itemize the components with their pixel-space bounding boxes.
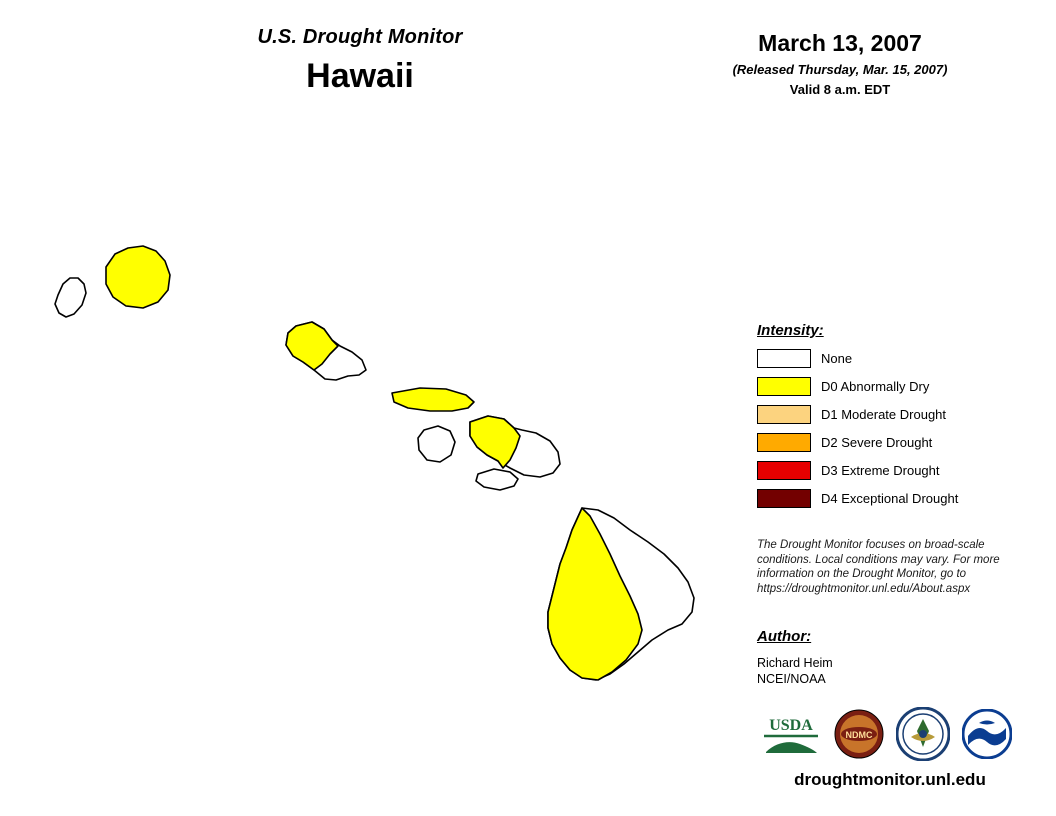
region-title: Hawaii	[306, 57, 414, 95]
legend-label-d4: D4 Exceptional Drought	[821, 490, 959, 506]
hawaii-drought-map	[0, 130, 740, 750]
footer-url[interactable]: droughtmonitor.unl.edu	[794, 770, 986, 789]
legend-label-d2: D2 Severe Drought	[821, 434, 933, 450]
legend-label-d0: D0 Abnormally Dry	[821, 378, 930, 394]
island-kauai	[106, 246, 170, 308]
legend-swatch-d3	[757, 461, 811, 480]
legend-swatch-d0	[757, 377, 811, 396]
legend-item-d2	[757, 431, 1037, 454]
legend	[757, 322, 1037, 515]
author-affiliation: NCEI/NOAA	[757, 672, 826, 686]
legend-label-d1: D1 Moderate Drought	[821, 406, 947, 422]
author-block	[757, 628, 1019, 687]
date-block	[640, 30, 1040, 97]
title-block	[150, 26, 570, 96]
legend-title: Intensity:	[757, 322, 824, 339]
usda-logo	[760, 710, 822, 758]
legend-label-none: None	[821, 350, 853, 366]
legend-item-none	[757, 347, 1037, 370]
valid-time: Valid 8 a.m. EDT	[789, 82, 891, 97]
svg-text:NDMC: NDMC	[845, 730, 873, 740]
legend-swatch-d2	[757, 433, 811, 452]
island-niihau	[55, 278, 86, 317]
legend-item-d3	[757, 459, 1037, 482]
author-name: Richard Heim	[757, 656, 833, 670]
island-molokai	[392, 388, 474, 411]
legend-item-d0	[757, 375, 1037, 398]
author-title: Author:	[757, 628, 812, 645]
legend-swatch-none	[757, 349, 811, 368]
disclaimer-text: The Drought Monitor focuses on broad-scale conditions. Local conditions may vary. For more information on the Drought Monitor, go to https://droughtmonitor.unl.edu/About.aspx	[757, 539, 1000, 595]
legend-swatch-d1	[757, 405, 811, 424]
island-lanai	[418, 426, 455, 462]
island-kahoolawe	[476, 469, 518, 490]
legend-label-d3: D3 Extreme Drought	[821, 462, 940, 478]
map-date: March 13, 2007	[758, 30, 922, 56]
legend-item-d4	[757, 487, 1037, 510]
noaa-logo	[962, 709, 1012, 759]
svg-text:USDA: USDA	[769, 717, 813, 734]
legend-swatch-d4	[757, 489, 811, 508]
ndmc-logo	[834, 709, 884, 759]
usda-seal-logo	[896, 707, 950, 761]
logo-strip	[760, 706, 1040, 762]
release-date: (Released Thursday, Mar. 15, 2007)	[732, 62, 948, 77]
legend-item-d1	[757, 403, 1037, 426]
page-title: U.S. Drought Monitor	[257, 26, 463, 48]
